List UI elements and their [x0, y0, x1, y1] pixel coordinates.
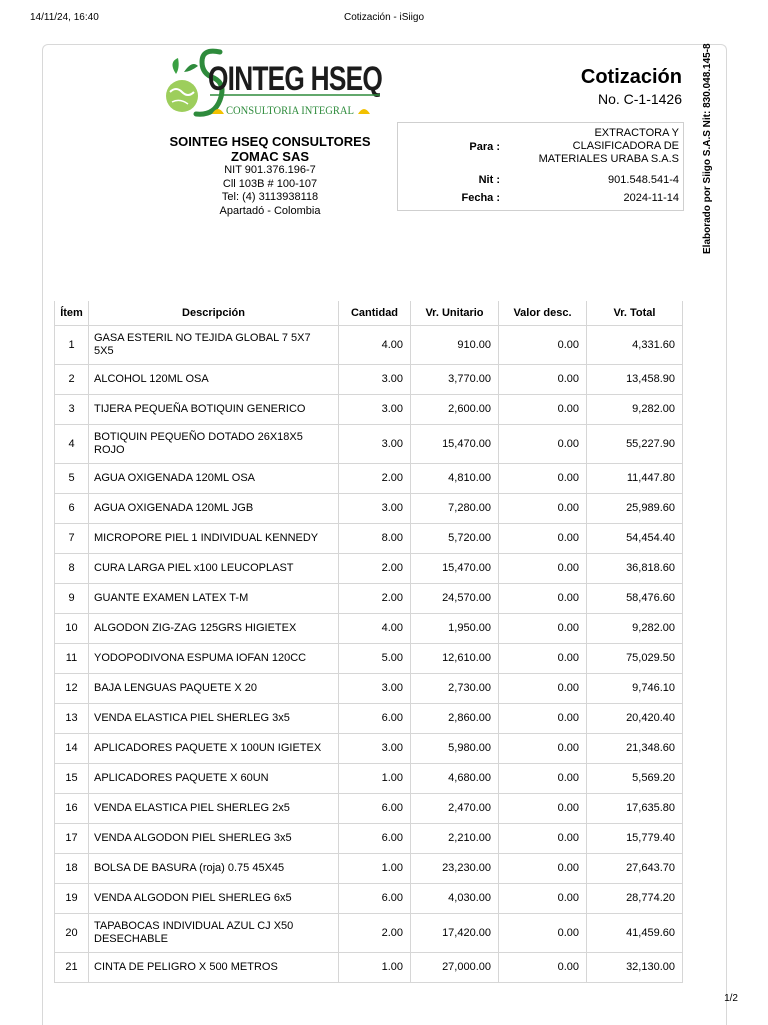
cell-total: 9,746.10 — [587, 674, 683, 704]
cell-item: 18 — [55, 854, 89, 884]
cell-description: ALCOHOL 120ML OSA — [89, 365, 339, 395]
cell-item: 9 — [55, 584, 89, 614]
cell-discount: 0.00 — [499, 425, 587, 464]
client-box — [397, 122, 684, 211]
cell-total: 54,454.40 — [587, 524, 683, 554]
table-row — [55, 326, 683, 365]
table-row — [55, 365, 683, 395]
cell-description: BAJA LENGUAS PAQUETE X 20 — [89, 674, 339, 704]
table-row — [55, 464, 683, 494]
cell-description: YODOPODIVONA ESPUMA IOFAN 120CC — [89, 644, 339, 674]
cell-unit-price: 2,470.00 — [411, 794, 499, 824]
table-row — [55, 425, 683, 464]
cell-description: ALGODON ZIG-ZAG 125GRS HIGIETEX — [89, 614, 339, 644]
cell-unit-price: 2,860.00 — [411, 704, 499, 734]
cell-description: AGUA OXIGENADA 120ML OSA — [89, 464, 339, 494]
company-name-line1: SOINTEG HSEQ CONSULTORES — [169, 134, 371, 149]
cell-unit-price: 2,210.00 — [411, 824, 499, 854]
client-name-line: MATERIALES URABA S.A.S — [538, 153, 679, 165]
company-address: Cll 103B # 100-107 — [222, 177, 318, 190]
cell-item: 3 — [55, 395, 89, 425]
cell-description: CURA LARGA PIEL x100 LEUCOPLAST — [89, 554, 339, 584]
cell-total: 55,227.90 — [587, 425, 683, 464]
cell-quantity: 6.00 — [339, 884, 411, 914]
table-row — [55, 584, 683, 614]
cell-discount: 0.00 — [499, 953, 587, 983]
nit-label: Nit : — [478, 174, 500, 186]
cell-description: APLICADORES PAQUETE X 60UN — [89, 764, 339, 794]
cell-discount: 0.00 — [499, 824, 587, 854]
table-row — [55, 953, 683, 983]
cell-total: 25,989.60 — [587, 494, 683, 524]
cell-quantity: 6.00 — [339, 704, 411, 734]
logo-tagline: CONSULTORIA INTEGRAL — [226, 103, 354, 117]
cell-discount: 0.00 — [499, 524, 587, 554]
cell-unit-price: 17,420.00 — [411, 914, 499, 953]
cell-discount: 0.00 — [499, 365, 587, 395]
cell-description: VENDA ALGODON PIEL SHERLEG 6x5 — [89, 884, 339, 914]
cell-unit-price: 5,720.00 — [411, 524, 499, 554]
cell-item: 2 — [55, 365, 89, 395]
header-total: Vr. Total — [587, 301, 683, 326]
cell-quantity: 3.00 — [339, 494, 411, 524]
cell-unit-price: 4,810.00 — [411, 464, 499, 494]
cell-total: 21,348.60 — [587, 734, 683, 764]
cell-quantity: 2.00 — [339, 554, 411, 584]
cell-quantity: 3.00 — [339, 395, 411, 425]
cell-discount: 0.00 — [499, 704, 587, 734]
cell-discount: 0.00 — [499, 884, 587, 914]
company-city: Apartadó - Colombia — [219, 204, 321, 217]
company-nit: NIT 901.376.196-7 — [224, 164, 316, 176]
client-name-line: CLASIFICADORA DE — [572, 140, 679, 152]
table-row — [55, 395, 683, 425]
cell-total: 27,643.70 — [587, 854, 683, 884]
cell-item: 19 — [55, 884, 89, 914]
cell-discount: 0.00 — [499, 734, 587, 764]
cell-quantity: 2.00 — [339, 464, 411, 494]
cell-total: 15,779.40 — [587, 824, 683, 854]
cell-description: TIJERA PEQUEÑA BOTIQUIN GENERICO — [89, 395, 339, 425]
cell-discount: 0.00 — [499, 644, 587, 674]
client-name-line: EXTRACTORA Y — [594, 127, 679, 139]
cell-description: APLICADORES PAQUETE X 100UN IGIETEX — [89, 734, 339, 764]
cell-unit-price: 3,770.00 — [411, 365, 499, 395]
cell-description: VENDA ALGODON PIEL SHERLEG 3x5 — [89, 824, 339, 854]
table-row — [55, 524, 683, 554]
siigo-vertical-note: Elaborado por Siigo S.A.S Nit: 830.048.145-8 — [702, 43, 713, 254]
cell-item: 16 — [55, 794, 89, 824]
cell-description: AGUA OXIGENADA 120ML JGB — [89, 494, 339, 524]
cell-total: 4,331.60 — [587, 326, 683, 365]
cell-discount: 0.00 — [499, 674, 587, 704]
table-row — [55, 674, 683, 704]
header-quantity: Cantidad — [339, 301, 411, 326]
cell-unit-price: 27,000.00 — [411, 953, 499, 983]
table-row — [55, 554, 683, 584]
items-table — [54, 301, 683, 983]
cell-unit-price: 2,600.00 — [411, 395, 499, 425]
print-datetime: 14/11/24, 16:40 — [30, 12, 99, 23]
logo-brand-text: OINTEG HSEQ — [208, 60, 383, 98]
table-row — [55, 914, 683, 953]
cell-quantity: 2.00 — [339, 584, 411, 614]
page-number: 1/2 — [724, 993, 738, 1004]
cell-unit-price: 24,570.00 — [411, 584, 499, 614]
cell-discount: 0.00 — [499, 854, 587, 884]
cell-unit-price: 2,730.00 — [411, 674, 499, 704]
cell-total: 20,420.40 — [587, 704, 683, 734]
table-row — [55, 824, 683, 854]
cell-quantity: 8.00 — [339, 524, 411, 554]
cell-quantity: 5.00 — [339, 644, 411, 674]
cell-quantity: 1.00 — [339, 764, 411, 794]
cell-item: 7 — [55, 524, 89, 554]
cell-discount: 0.00 — [499, 554, 587, 584]
cell-total: 58,476.60 — [587, 584, 683, 614]
cell-description: GASA ESTERIL NO TEJIDA GLOBAL 7 5X7 5X5 — [89, 326, 339, 365]
table-row — [55, 644, 683, 674]
client-nit: 901.548.541-4 — [608, 174, 679, 186]
cell-total: 28,774.20 — [587, 884, 683, 914]
cell-description: MICROPORE PIEL 1 INDIVIDUAL KENNEDY — [89, 524, 339, 554]
logo-graphic — [162, 48, 384, 122]
client-fecha: 2024-11-14 — [623, 192, 679, 204]
document-title: Cotización — [580, 66, 682, 88]
table-header-row — [55, 301, 683, 326]
cell-total: 5,569.20 — [587, 764, 683, 794]
cell-total: 75,029.50 — [587, 644, 683, 674]
company-logo — [162, 48, 384, 122]
cell-description: GUANTE EXAMEN LATEX T-M — [89, 584, 339, 614]
cell-description: BOLSA DE BASURA (roja) 0.75 45X45 — [89, 854, 339, 884]
table-row — [55, 614, 683, 644]
cell-item: 6 — [55, 494, 89, 524]
table-row — [55, 764, 683, 794]
cell-item: 8 — [55, 554, 89, 584]
cell-unit-price: 910.00 — [411, 326, 499, 365]
fecha-label: Fecha : — [461, 192, 500, 204]
cell-quantity: 4.00 — [339, 614, 411, 644]
cell-unit-price: 12,610.00 — [411, 644, 499, 674]
cell-quantity: 3.00 — [339, 734, 411, 764]
cell-unit-price: 1,950.00 — [411, 614, 499, 644]
cell-total: 36,818.60 — [587, 554, 683, 584]
table-row — [55, 704, 683, 734]
print-header — [0, 12, 768, 28]
cell-item: 11 — [55, 644, 89, 674]
cell-unit-price: 15,470.00 — [411, 425, 499, 464]
cell-discount: 0.00 — [499, 584, 587, 614]
table-row — [55, 494, 683, 524]
cell-description: BOTIQUIN PEQUEÑO DOTADO 26X18X5 ROJO — [89, 425, 339, 464]
print-title: Cotización - iSiigo — [343, 12, 425, 23]
cell-discount: 0.00 — [499, 395, 587, 425]
cell-item: 1 — [55, 326, 89, 365]
cell-item: 14 — [55, 734, 89, 764]
header-description: Descripción — [89, 301, 339, 326]
table-row — [55, 884, 683, 914]
cell-item: 21 — [55, 953, 89, 983]
cell-total: 11,447.80 — [587, 464, 683, 494]
cell-discount: 0.00 — [499, 614, 587, 644]
cell-discount: 0.00 — [499, 326, 587, 365]
cell-item: 5 — [55, 464, 89, 494]
cell-unit-price: 23,230.00 — [411, 854, 499, 884]
cell-quantity: 3.00 — [339, 365, 411, 395]
cell-item: 13 — [55, 704, 89, 734]
cell-unit-price: 5,980.00 — [411, 734, 499, 764]
cell-description: CINTA DE PELIGRO X 500 METROS — [89, 953, 339, 983]
header-discount: Valor desc. — [499, 301, 587, 326]
cell-item: 17 — [55, 824, 89, 854]
document-number: No. C-1-1426 — [597, 91, 682, 107]
cell-item: 12 — [55, 674, 89, 704]
company-info — [150, 134, 390, 218]
company-phone: Tel: (4) 3113938118 — [221, 191, 319, 203]
company-name-line2: ZOMAC SAS — [231, 149, 309, 164]
cell-quantity: 1.00 — [339, 854, 411, 884]
header-unit-price: Vr. Unitario — [411, 301, 499, 326]
cell-unit-price: 4,680.00 — [411, 764, 499, 794]
table-row — [55, 794, 683, 824]
cell-total: 9,282.00 — [587, 614, 683, 644]
cell-item: 20 — [55, 914, 89, 953]
cell-discount: 0.00 — [499, 794, 587, 824]
cell-quantity: 2.00 — [339, 914, 411, 953]
cell-description: TAPABOCAS INDIVIDUAL AZUL CJ X50 DESECHABLE — [89, 914, 339, 953]
cell-unit-price: 15,470.00 — [411, 554, 499, 584]
cell-quantity: 3.00 — [339, 425, 411, 464]
cell-description: VENDA ELASTICA PIEL SHERLEG 2x5 — [89, 794, 339, 824]
cell-discount: 0.00 — [499, 764, 587, 794]
cell-item: 15 — [55, 764, 89, 794]
cell-description: VENDA ELASTICA PIEL SHERLEG 3x5 — [89, 704, 339, 734]
cell-item: 4 — [55, 425, 89, 464]
cell-total: 13,458.90 — [587, 365, 683, 395]
cell-unit-price: 7,280.00 — [411, 494, 499, 524]
cell-total: 9,282.00 — [587, 395, 683, 425]
cell-discount: 0.00 — [499, 914, 587, 953]
cell-quantity: 4.00 — [339, 326, 411, 365]
cell-item: 10 — [55, 614, 89, 644]
header-item: Ítem — [55, 301, 89, 326]
cell-discount: 0.00 — [499, 494, 587, 524]
cell-total: 17,635.80 — [587, 794, 683, 824]
cell-quantity: 6.00 — [339, 794, 411, 824]
cell-quantity: 3.00 — [339, 674, 411, 704]
cell-quantity: 1.00 — [339, 953, 411, 983]
client-name — [509, 127, 679, 166]
cell-total: 32,130.00 — [587, 953, 683, 983]
table-row — [55, 854, 683, 884]
para-label: Para : — [469, 141, 500, 153]
cell-unit-price: 4,030.00 — [411, 884, 499, 914]
cell-discount: 0.00 — [499, 464, 587, 494]
table-row — [55, 734, 683, 764]
cell-total: 41,459.60 — [587, 914, 683, 953]
cell-quantity: 6.00 — [339, 824, 411, 854]
